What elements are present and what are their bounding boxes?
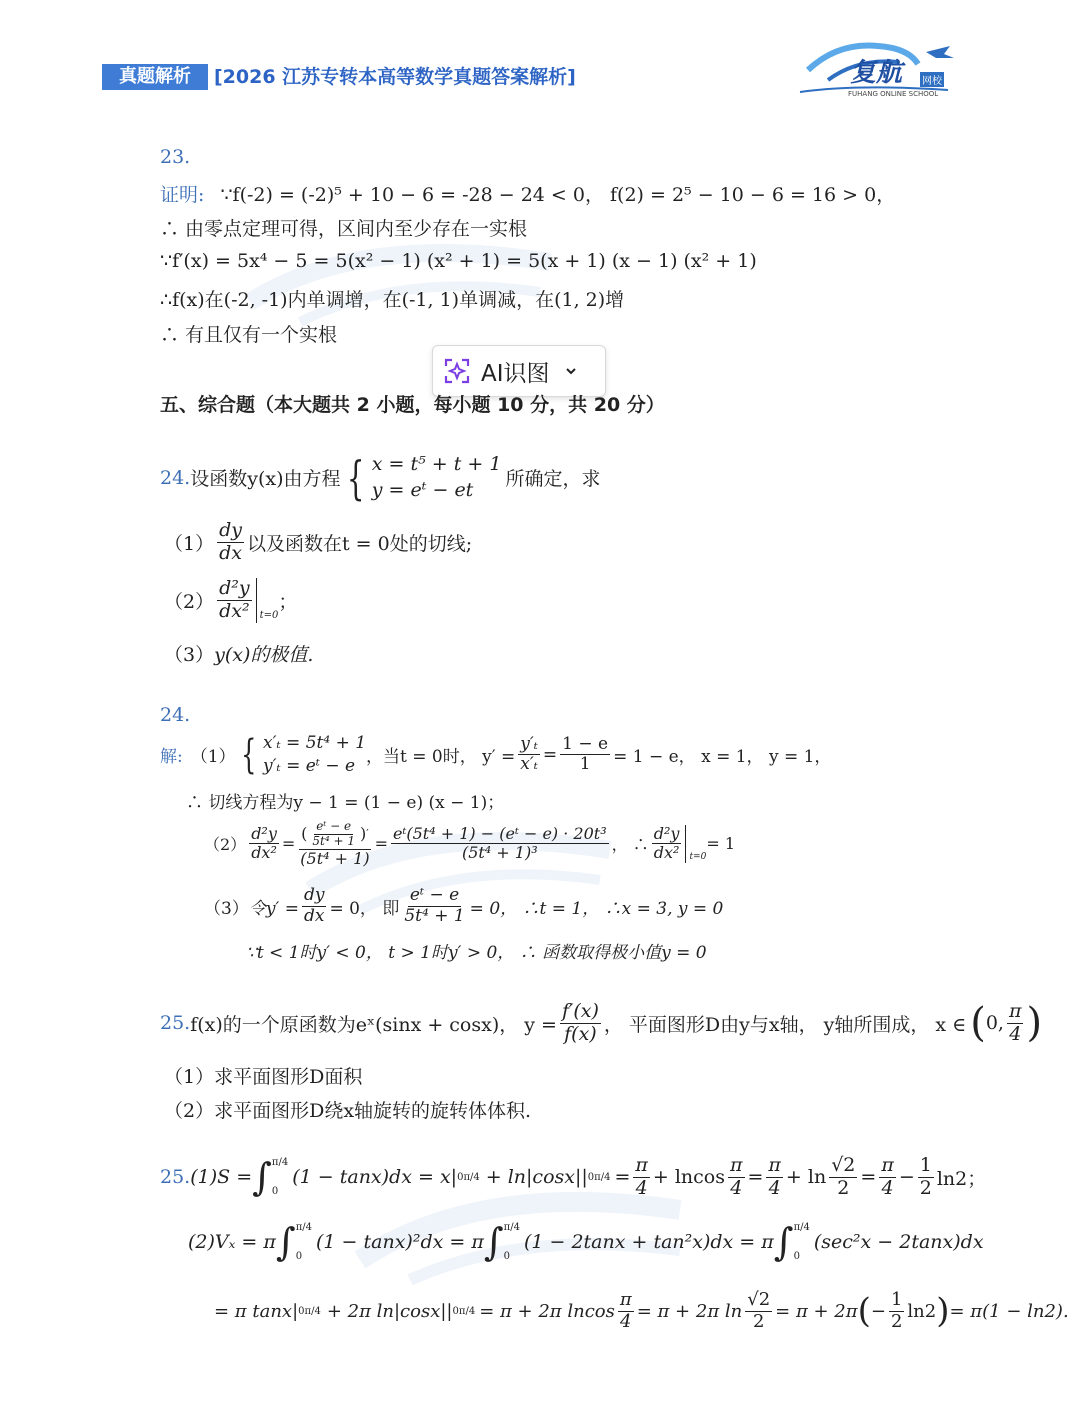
- q24-p1-text: 以及函数在t = 0处的切线;: [247, 532, 473, 555]
- a24-text3c: = 0， ∴t = 1， ∴x = 3, y = 0: [469, 898, 724, 919]
- q24-part3: [164, 640, 313, 667]
- a24-label: 解:: [160, 747, 183, 768]
- q25-number: 25.: [160, 1012, 191, 1034]
- q24-p2-label: （2）: [164, 590, 215, 613]
- a25-l1e: + lncos: [652, 1166, 725, 1189]
- a24-p3-label: （3）: [204, 898, 249, 919]
- a25-line2: (2)Vₓ = π ∫ π/4 0 (1 − tanx)²dx = π ∫ π/4 0 (1 − 2tanx + tan²x)dx = π ∫ π/4 0 (sec²x − 2tanx)dx: [188, 1220, 984, 1264]
- a24-frac1: $\frac{\text{y′ₜ}}{\text{x′ₜ}}$: [520, 733, 538, 775]
- q25-stem-b: ， 平面图形D由y与x轴， y轴所围成， x ∈: [603, 1013, 967, 1036]
- q23-line2: ∴ 由零点定理可得，区间内至少存在一实根: [160, 218, 528, 240]
- integral-sign: ∫: [252, 1155, 272, 1200]
- q25-part2: （2）求平面图形D绕x轴旋转的旋转体体积.: [164, 1100, 532, 1122]
- q25-stem: [160, 1000, 1042, 1046]
- a24-d2-frac: $\frac{\text{d²y}}{\text{dx²}}$: [251, 824, 277, 863]
- q25-interval-a: 0,: [985, 1012, 1004, 1034]
- a24-frac3: $\frac{\text{eᵗ − e}}{\text{5t⁴ + 1}}$: [404, 885, 465, 926]
- a25-l1d: =: [614, 1166, 631, 1189]
- a25-line1: 25. (1)S = ∫ π/4 0 (1 − tanx)dx = x| 0 π/4 + ln|cosx|| 0 π/4 = $\frac{\pi}{4}$ + lncos $\frac{\pi}{4}$ = $\frac{\pi}{4}$ + ln $\frac{√2}{2}$ = $\frac{\pi}{4}$ − $\frac{1}{2}$ ln2；: [160, 1154, 987, 1200]
- a25-l2d: (sec²x − 2tanx)dx: [813, 1231, 984, 1253]
- a24-text3a: 令y′ =: [248, 898, 299, 919]
- a24-sub0: t=0: [689, 851, 707, 862]
- a25-l2a: (2)Vₓ = π: [188, 1231, 276, 1253]
- a24-system: { x′ₜ = 5t⁴ + 1 y′ₜ = eᵗ − e: [240, 731, 367, 778]
- a25-l3e: = π + 2π: [775, 1300, 858, 1322]
- a25-upper: π/4: [271, 1157, 289, 1169]
- a24-eq1: = 1: [706, 834, 735, 854]
- a25-number: 25.: [160, 1166, 191, 1189]
- a24-p1-label: （1）: [190, 747, 236, 768]
- integral-sign: ∫: [773, 1220, 794, 1264]
- q24-part2: [164, 578, 297, 623]
- q24-p3-label: （3）: [164, 644, 215, 666]
- header-tag: 真题解析: [102, 64, 208, 90]
- a24-sys-2: y′ₜ = eᵗ − e: [263, 755, 356, 776]
- a24-sys-1: x′ₜ = 5t⁴ + 1: [263, 733, 367, 753]
- q25-stem-a: f(x)的一个原函数为eˣ(sinx + cosx)， y =: [190, 1013, 557, 1036]
- q23-line5: ∴ 有且仅有一个实根: [160, 324, 338, 346]
- a24-line4: [204, 886, 723, 926]
- q24-stem: [160, 452, 601, 503]
- a24-line1: [160, 732, 831, 778]
- integral-sign: ∫: [275, 1220, 296, 1264]
- a24-deriv-frac: ( $\frac{\text{eᵗ − e}}{\text{5t⁴ + 1}}$ ) ′ (5t⁴ + 1): [300, 819, 370, 868]
- a24-p2-label: （2）: [204, 835, 247, 855]
- q25-open: (: [970, 1000, 986, 1046]
- q25-frac: $\frac{f'(x)}{f(x)}$: [561, 999, 599, 1045]
- q24-p2-sub: t=0: [259, 609, 279, 621]
- q23-line4: ∴f(x)在(-2, -1)内单调增，在(-1, 1)单调减，在(1, 2)增: [160, 289, 625, 311]
- a25-line3: = π tanx| 0 π/4 + 2π ln|cosx|| 0 π/4 = π + 2π lncos $\frac{\pi}{4}$ = π + 2π ln $\frac{√2}{2}$ = π + 2π ( − $\frac{1}{2}$ ln2 ) = π(1 − ln2).: [214, 1289, 1069, 1332]
- header-title: [2026 江苏专转本高等数学真题答案解析]: [214, 66, 576, 88]
- q24-sys-1: x = t⁵ + t + 1: [371, 453, 502, 475]
- a25-l3f: ln2: [907, 1300, 937, 1322]
- a24-text2: = 1 − e， x = 1， y = 1，: [613, 747, 832, 768]
- logo-badge: 网校: [920, 72, 944, 87]
- a25-l3g: = π(1 − ln2).: [949, 1300, 1069, 1322]
- q24-stem-a: 设函数y(x)由方程: [190, 468, 341, 491]
- proof-label: 证明:: [160, 184, 205, 206]
- integral-sign: ∫: [483, 1220, 504, 1264]
- a24-d2-frac2: $\frac{\text{d²y}}{\text{dx²}}$: [652, 825, 687, 863]
- a25-l2c: (1 − 2tanx + tan²x)dx = π: [523, 1231, 774, 1253]
- a24-line5: ∵t < 1时y′ < 0， t > 1时y′ > 0， ∴ 函数取得极小值y = 0: [246, 943, 707, 963]
- a25-l1j: ln2；: [936, 1167, 987, 1190]
- a25-lower: 0: [271, 1186, 279, 1198]
- q24-part1: [164, 520, 472, 565]
- a24-number: 24.: [160, 704, 191, 726]
- q23-line1: [160, 180, 895, 207]
- a24-eq: =: [542, 744, 558, 765]
- q25-part1: （1）求平面图形D面积: [164, 1066, 363, 1088]
- q25-close: ): [1026, 1000, 1043, 1046]
- chevron-down-icon: [564, 364, 578, 378]
- a24-text1: ，当t = 0时， y′ =: [366, 747, 516, 768]
- q24-p2-end: ；: [278, 590, 298, 613]
- logo-subtitle: FUHANG ONLINE SCHOOL: [848, 90, 939, 98]
- a25-l3c: = π + 2π lncos: [479, 1300, 615, 1322]
- a25-l2b: (1 − tanx)²dx = π: [316, 1231, 484, 1253]
- a25-l3a: = π tanx|: [214, 1300, 299, 1322]
- q24-p1-frac: $\frac{dy}{dx}$: [219, 519, 242, 564]
- a25-l1b: (1 − tanx)dx = x|: [292, 1166, 458, 1189]
- a24-big-frac: $\frac{\text{eᵗ(5t⁴ + 1) − (eᵗ − e) · 20t³}}{\text{(5t⁴ + 1)³}}$: [392, 824, 607, 863]
- q25-pi-frac: $\frac{\pi}{4}$: [1008, 999, 1022, 1045]
- q24-stem-b: 所确定，求: [505, 468, 601, 491]
- q23-line1-text: ∵f(-2) = (-2)⁵ + 10 − 6 = -28 − 24 < 0， f(2) = 2⁵ − 10 − 6 = 16 > 0，: [220, 184, 896, 206]
- a24-eq2: =: [281, 834, 296, 854]
- q23-number: 23.: [160, 146, 191, 168]
- a25-l1g: + ln: [785, 1166, 827, 1189]
- section-title: 五、综合题（本大题共 2 小题，每小题 10 分，共 20 分）: [160, 394, 665, 416]
- a24-frac2: $\frac{1 - e}{1}$: [562, 733, 609, 775]
- a25-l3d: = π + 2π ln: [636, 1300, 743, 1322]
- logo-text: 复航: [850, 58, 903, 88]
- q24-p2-frac: $\frac{\text{d²y}}{\text{dx²}}$: [217, 578, 257, 623]
- a25-l1c: + ln|cosx||: [485, 1166, 588, 1189]
- ai-sparkle-icon: [443, 357, 471, 385]
- a25-l1i: −: [898, 1166, 915, 1189]
- a25-l3b: + 2π ln|cosx||: [326, 1300, 453, 1322]
- q24-sys-2: y = eᵗ − et: [371, 478, 474, 501]
- q24-p3-text: y(x)的极值.: [214, 644, 314, 666]
- ai-button-label: AI识图: [481, 360, 550, 387]
- a25-l1a: (1)S =: [190, 1166, 253, 1189]
- q23-line3: ∵f′(x) = 5x⁴ − 5 = 5(x² − 1) (x² + 1) = 5(x + 1) (x − 1) (x² + 1): [160, 250, 757, 272]
- a24-line2: ∴ 切线方程为y − 1 = (1 − e) (x − 1)；: [186, 793, 505, 813]
- a24-line3: [204, 820, 735, 868]
- a24-therefore: ， ∴: [611, 835, 649, 855]
- q24-p1-label: （1）: [164, 532, 215, 555]
- fuhang-logo: [798, 40, 958, 100]
- a25-l1f: =: [747, 1166, 764, 1189]
- a24-text3b: = 0， 即: [329, 898, 400, 919]
- q24-number: 24.: [160, 466, 191, 489]
- a24-dy-frac: $\frac{dy}{dx}$: [303, 885, 325, 926]
- a24-eq3: =: [374, 834, 388, 854]
- a25-l1h: =: [860, 1166, 877, 1189]
- q24-system: { x = t⁵ + t + 1 y = eᵗ − et: [346, 450, 502, 505]
